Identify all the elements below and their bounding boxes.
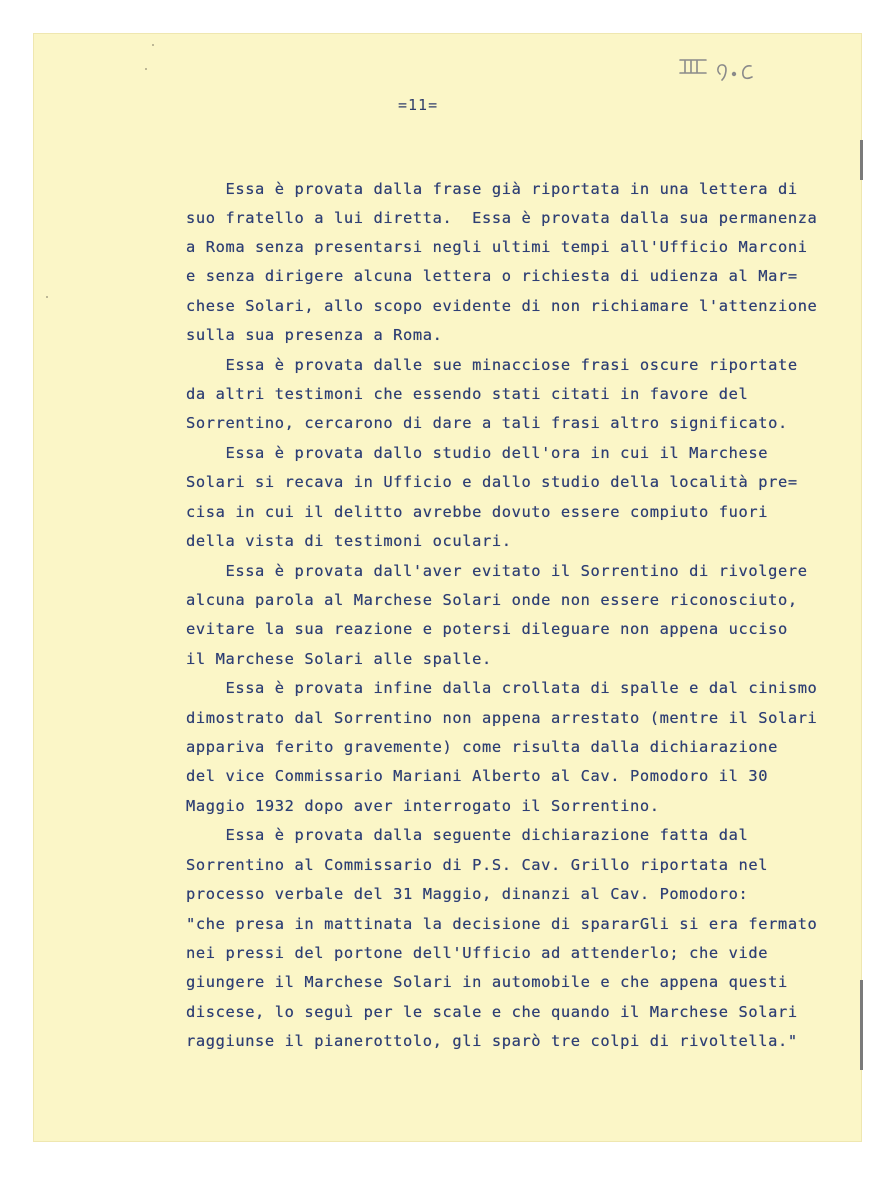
body-line: della vista di testimoni oculari. xyxy=(186,532,512,550)
page-edge-mark xyxy=(860,980,863,1070)
body-line: appariva ferito gravemente) come risulta dalla dichiarazione xyxy=(186,738,778,756)
body-line: alcuna parola al Marchese Solari onde non essere riconosciuto, xyxy=(186,591,798,609)
body-line: discese, lo seguì per le scale e che quando il Marchese Solari xyxy=(186,1003,798,1021)
body-line: a Roma senza presentarsi negli ultimi tempi all'Ufficio Marconi xyxy=(186,238,808,256)
paper-speck xyxy=(145,68,147,70)
body-line: Essa è provata dalla seguente dichiarazione fatta dal xyxy=(186,826,749,844)
body-line: Solari si recava in Ufficio e dallo studio della località pre= xyxy=(186,473,798,491)
body-line: Maggio 1932 dopo aver interrogato il Sorrentino. xyxy=(186,797,660,815)
body-line: del vice Commissario Mariani Alberto al Cav. Pomodoro il 30 xyxy=(186,767,769,785)
body-line: il Marchese Solari alle spalle. xyxy=(186,650,492,668)
body-line: sulla sua presenza a Roma. xyxy=(186,326,443,344)
body-line: cisa in cui il delitto avrebbe dovuto essere compiuto fuori xyxy=(186,503,769,521)
body-line: Essa è provata dallo studio dell'ora in cui il Marchese xyxy=(186,444,769,462)
body-line: suo fratello a lui diretta. Essa è provata dalla sua permanenza xyxy=(186,209,818,227)
body-line: e senza dirigere alcuna lettera o richiesta di udienza al Mar= xyxy=(186,267,798,285)
body-line: da altri testimoni che essendo stati citati in favore del xyxy=(186,385,749,403)
body-line: raggiunse il pianerottolo, gli sparò tre colpi di rivoltella." xyxy=(186,1032,798,1050)
body-line: Essa è provata dalla frase già riportata in una lettera di xyxy=(186,180,798,198)
page-number: =11= xyxy=(398,96,439,114)
page-edge-mark xyxy=(860,140,863,180)
body-line: Essa è provata dall'aver evitato il Sorrentino di rivolgere xyxy=(186,562,808,580)
handwritten-note-mark xyxy=(676,56,786,88)
body-line: Sorrentino, cercarono di dare a tali frasi altro significato. xyxy=(186,414,788,432)
body-line: processo verbale del 31 Maggio, dinanzi al Cav. Pomodoro: xyxy=(186,885,749,903)
body-line: evitare la sua reazione e potersi dileguare non appena ucciso xyxy=(186,620,788,638)
paper-speck xyxy=(152,44,154,46)
paper-speck xyxy=(46,296,48,298)
body-line: Essa è provata infine dalla crollata di spalle e dal cinismo xyxy=(186,679,818,697)
handwritten-note xyxy=(676,56,786,88)
body-line: chese Solari, allo scopo evidente di non richiamare l'attenzione xyxy=(186,297,818,315)
body-line: giungere il Marchese Solari in automobile e che appena questi xyxy=(186,973,788,991)
body-line: nei pressi del portone dell'Ufficio ad attenderlo; che vide xyxy=(186,944,769,962)
body-line: Sorrentino al Commissario di P.S. Cav. Grillo riportata nel xyxy=(186,856,769,874)
body-line: Essa è provata dalle sue minacciose frasi oscure riportate xyxy=(186,356,798,374)
body-line: "che presa in mattinata la decisione di spararGli si era fermato xyxy=(186,915,818,933)
body-line: dimostrato dal Sorrentino non appena arrestato (mentre il Solari xyxy=(186,709,818,727)
